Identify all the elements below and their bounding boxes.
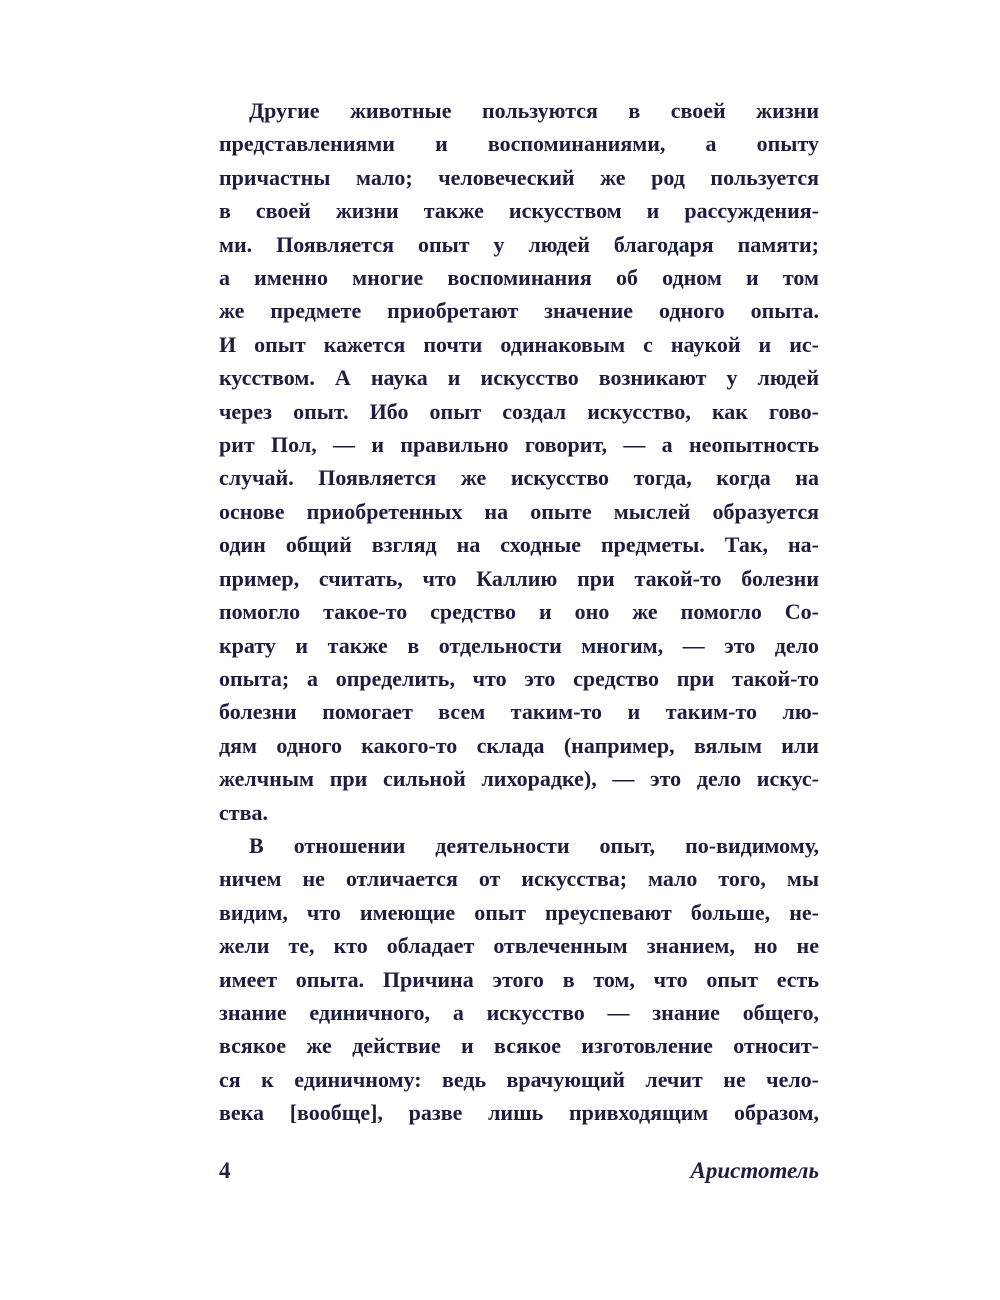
text-line: опыта; а определить, что это средство при такой-то xyxy=(219,665,819,691)
text-line: в своей жизни также искусством и рассуждения- xyxy=(219,198,819,224)
text-line: же предмете приобретают значение одного опыта. xyxy=(219,298,819,324)
body-text xyxy=(219,94,819,1130)
text-line: случай. Появляется же искусство тогда, когда на xyxy=(219,465,819,491)
page-number: 4 xyxy=(219,1158,231,1183)
text-line: представлениями и воспоминаниями, а опыту xyxy=(219,131,819,157)
text-line: дям одного какого-то склада (например, вялым или xyxy=(219,732,819,758)
text-line: ми. Появляется опыт у людей благодаря памяти; xyxy=(219,231,819,257)
text-line: основе приобретенных на опыте мыслей образуется xyxy=(219,498,819,524)
paragraph xyxy=(219,829,819,1130)
running-title-author: Аристотель xyxy=(690,1158,819,1183)
text-line: болезни помогает всем таким-то и таким-то лю- xyxy=(219,699,819,725)
text-line: а именно многие воспоминания об одном и том xyxy=(219,265,819,291)
text-line: В отношении деятельности опыт, по-видимому, xyxy=(249,832,819,858)
text-line: пример, считать, что Каллию при такой-то болезни xyxy=(219,565,819,591)
text-line: ся к единичному: ведь врачующий лечит не чело- xyxy=(219,1066,819,1092)
page-footer xyxy=(219,1154,819,1188)
text-line: жели те, кто обладает отвлеченным знанием, но не xyxy=(219,933,819,959)
text-line: кусством. А наука и искусство возникают у людей xyxy=(219,365,819,391)
text-line: причастны мало; человеческий же род пользуется xyxy=(219,164,819,190)
text-line: века [вообще], разве лишь привходящим образом, xyxy=(219,1100,819,1126)
text-line: видим, что имеющие опыт преуспевают больше, не- xyxy=(219,899,819,925)
text-line: рит Пол, — и правильно говорит, — а неопытность xyxy=(219,432,819,458)
text-line: желчным при сильной лихорадке), — это дело искус- xyxy=(219,766,819,792)
text-line: крату и также в отдельности многим, — это дело xyxy=(219,632,819,658)
text-line: Другие животные пользуются в своей жизни xyxy=(249,98,819,123)
text-line: через опыт. Ибо опыт создал искусство, как гово- xyxy=(219,398,819,424)
text-line: И опыт кажется почти одинаковым с наукой и ис- xyxy=(219,331,819,357)
text-line: ничем не отличается от искусства; мало того, мы xyxy=(219,866,819,892)
text-line: знание единичного, а искусство — знание общего, xyxy=(219,999,819,1025)
text-line: ства. xyxy=(219,799,268,825)
paragraph xyxy=(219,94,819,829)
text-line: всякое же действие и всякое изготовление относит- xyxy=(219,1033,819,1059)
text-line: помогло такое-то средство и оно же помогло Со- xyxy=(219,599,819,625)
text-line: имеет опыта. Причина этого в том, что опыт есть xyxy=(219,966,819,992)
text-line: один общий взгляд на сходные предметы. Так, на- xyxy=(219,532,819,558)
